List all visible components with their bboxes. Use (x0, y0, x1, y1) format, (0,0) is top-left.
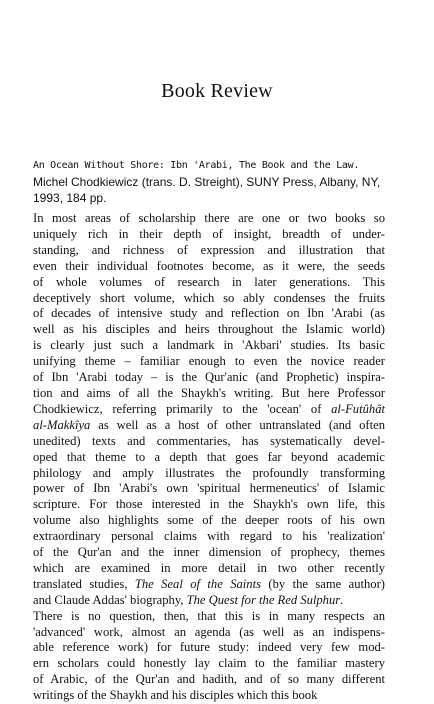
line-text: volume also highlights some of the deeper roots of his own (33, 513, 385, 528)
line-text: 'advanced' work, almost an agenda (as well as an indispens- (33, 624, 385, 639)
line-text: even their individual footnotes become, as it were, the seeds (33, 258, 385, 273)
line-text: standing, and richness of expression and illustration that (33, 242, 385, 257)
review-body (33, 211, 385, 704)
line-text: writings of the Shaykh and his disciples which this book (33, 688, 318, 703)
line-text: of Arabic, of the Qur'an and hadith, and of so many different (33, 672, 385, 687)
line-text: extraordinary personal claims with regard to his 'realization' (33, 529, 385, 544)
line-text: In most areas of scholarship there are one or two books so (33, 211, 385, 225)
body-line (33, 513, 385, 529)
line-text: oped that theme to a depth that goes far beyond academic (33, 449, 385, 464)
body-line (33, 386, 385, 402)
line-text: ern scholars could honestly lay claim to the familiar mastery (33, 656, 385, 671)
line-text: (by the same author) (261, 576, 385, 591)
italic-title: The Seal of the Saints (134, 576, 261, 591)
line-text: philology and amply illustrates the profoundly transforming (33, 465, 385, 480)
italic-title: al-Makkîya (33, 417, 91, 432)
body-line (33, 625, 385, 641)
citation-book-info: An Ocean Without Shore: Ibn 'Arabi, The Book and the Law. (33, 160, 360, 171)
body-line (33, 450, 385, 466)
body-line (33, 402, 385, 418)
body-line (33, 338, 385, 354)
body-line (33, 466, 385, 482)
body-line (33, 529, 385, 545)
line-text: of decades of intensive study and reflection on Ibn 'Arabi (as (33, 306, 385, 321)
line-text: tion and aims of all the Shaykh's writing. But here Professor (33, 385, 385, 400)
body-line (33, 434, 385, 450)
line-text: scripture. For those interested in the Shaykh's own life, this (33, 497, 385, 512)
line-text: able reference work) for future study: indeed very few mod- (33, 640, 385, 655)
line-text: . (340, 592, 344, 607)
body-line (33, 275, 385, 291)
body-line (33, 322, 385, 338)
body-line (33, 672, 385, 688)
page-title: Book Review (161, 80, 273, 102)
line-text: and Claude Addas' biography, (33, 592, 187, 607)
body-line (33, 211, 385, 227)
citation-publisher-info: SUNY Press, Albany, NY, 1993, 184 pp. (33, 175, 381, 205)
line-text: of Ibn 'Arabi today – is the Qur'anic (and Prophetic) inspira- (33, 370, 385, 385)
italic-title: The Quest for the Red Sulphur (186, 592, 341, 607)
line-text: deceptively short volume, which so ably condenses the fruits (33, 290, 385, 305)
body-line (33, 640, 385, 656)
line-text: of whole volumes of research in later generations. This (33, 274, 385, 289)
body-line (33, 497, 385, 513)
line-text: uniquely rich in their depth of insight, breadth of under- (33, 226, 385, 241)
body-line (33, 259, 385, 275)
body-line (33, 354, 385, 370)
body-line (33, 418, 385, 434)
body-line (33, 561, 385, 577)
body-line (33, 291, 385, 307)
line-text: There is no question, then, that this is in many respects an (33, 608, 385, 623)
body-line (33, 243, 385, 259)
body-line (33, 688, 385, 704)
body-line (33, 545, 385, 561)
book-citation (33, 156, 385, 206)
body-line (33, 227, 385, 243)
line-text: is clearly just such a landmark in 'Akbari' studies. Its basic (33, 338, 385, 353)
line-text: power of Ibn 'Arabi's own 'spiritual hermeneutics' of Islamic (33, 481, 385, 496)
body-line (33, 370, 385, 386)
line-text: which are examined in more detail in two other recently (33, 560, 385, 575)
line-text: unedited) texts and commentaries, has systematically devel- (33, 433, 385, 448)
line-text: translated studies, (33, 576, 135, 591)
line-text: of the Qur'an and the inner dimension of prophecy, themes (33, 545, 385, 560)
line-text: as well as a host of other untranslated (and often (90, 417, 385, 432)
body-line (33, 577, 385, 593)
italic-title: al-Futûhât (331, 401, 385, 416)
body-line (33, 306, 385, 322)
body-line (33, 609, 385, 625)
body-line (33, 481, 385, 497)
line-text: unifying theme – familiar enough to even the novice reader (33, 354, 385, 369)
body-line (33, 593, 385, 609)
line-text: well as his disciples and heirs throughout the Islamic world) (33, 322, 385, 337)
citation-author-translator: Michel Chodkiewicz (trans. D. Streight), (33, 175, 244, 189)
body-line (33, 656, 385, 672)
line-text: Chodkiewicz, referring primarily to the 'ocean' of (33, 401, 332, 416)
